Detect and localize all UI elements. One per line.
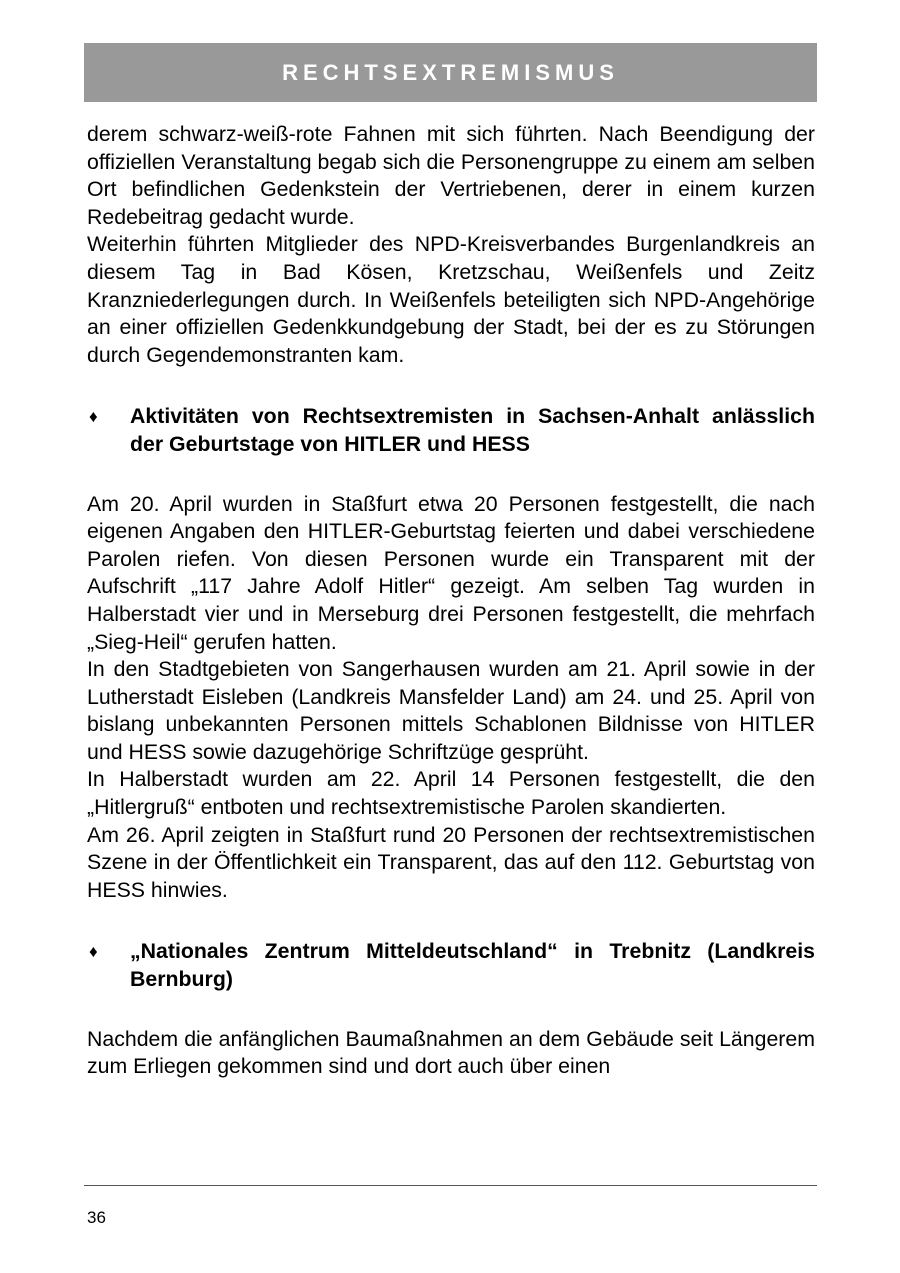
paragraph: In den Stadtgebieten von Sangerhausen wurden am 21. April sowie in der Lutherstadt Eisleben (Landkreis Mansfelder Land) am 24. und 25. April von bislang unbekannten Personen mittels Schablonen Bildnisse von HITLER und HESS sowie dazugehörige Schriftzüge gesprüht. <box>87 657 815 764</box>
diamond-bullet-icon: ♦ <box>89 942 98 962</box>
section-heading-text: „Nationales Zentrum Mitteldeutschland“ in Trebnitz (Landkreis Bernburg) <box>130 939 815 992</box>
page-title: RECHTSEXTREMISMUS <box>282 59 619 85</box>
diamond-bullet-icon: ♦ <box>89 407 98 427</box>
paragraph: derem schwarz-weiß-rote Fahnen mit sich führten. Nach Beendigung der offiziellen Veranstaltung begab sich die Personengruppe zu einem am selben Ort befindlichen Gedenkstein der Vertriebenen, derer in einem kurzen Redebeitrag gedacht wurde. <box>87 122 815 229</box>
section-heading-text: Aktivitäten von Rechtsextremisten in Sachsen-Anhalt anlässlich der Geburtstage von HITLER und HESS <box>130 404 815 456</box>
paragraph: Am 26. April zeigten in Staßfurt rund 20 Personen der rechtsextremistischen Szene in der Öffentlichkeit ein Transparent, das auf den 112. Geburtstag von HESS hinwies. <box>87 822 815 902</box>
section-heading <box>87 938 815 993</box>
page-body <box>87 121 815 1081</box>
paragraph: Am 20. April wurden in Staßfurt etwa 20 Personen festgestellt, die nach eigenen Angaben den HITLER-Geburtstag feierten und dabei verschiedene Parolen riefen. Von diesen Personen wurde ein Transparent mit der Aufschrift „117 Jahre Adolf Hitler“ gezeigt. Am selben Tag wurden in Halberstadt vier und in Merseburg drei Personen festgestellt, die mehrfach „Sieg-Heil“ gerufen hatten. <box>87 491 815 654</box>
paragraph: In Halberstadt wurden am 22. April 14 Personen festgestellt, die den „Hitlergruß“ entboten und rechtsextremistische Parolen skandierten. <box>87 767 815 820</box>
paragraph: Weiterhin führten Mitglieder des NPD-Kreisverbandes Burgenlandkreis an diesem Tag in Bad Kösen, Kretzschau, Weißenfels und Zeitz Kranzniederlegungen durch. In Weißenfels beteiligten sich NPD-Angehörige an einer offiziellen Gedenkkundgebung der Stadt, bei der es zu Störungen durch Gegendemonstranten kam. <box>87 232 815 367</box>
paragraph: Nachdem die anfänglichen Baumaßnahmen an dem Gebäude seit Längerem zum Erliegen gekommen sind und dort auch über einen <box>87 1026 815 1079</box>
section-heading <box>87 403 815 458</box>
page-number: 36 <box>87 1208 106 1227</box>
header-bar <box>84 43 817 102</box>
footer-divider <box>84 1185 817 1186</box>
